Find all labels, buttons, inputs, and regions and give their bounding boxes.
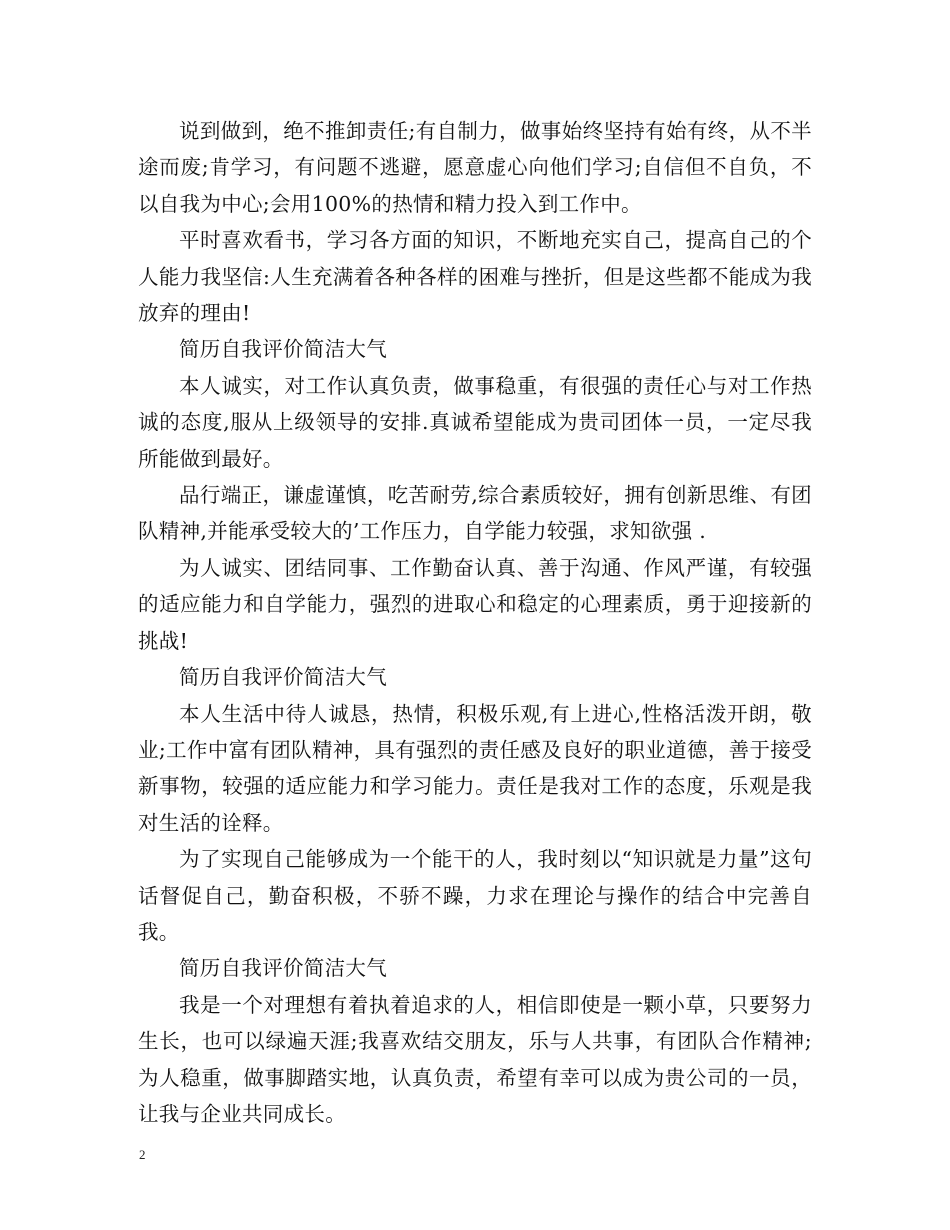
document-body <box>138 113 812 1132</box>
paragraph: 品行端正，谦虚谨慎，吃苦耐劳,综合素质较好，拥有创新思维、有团队精神,并能承受较大的’工作压力，自学能力较强，求知欲强 . <box>138 483 812 544</box>
paragraph: 本人诚实，对工作认真负责，做事稳重，有很强的责任心与对工作热诚的态度,服从上级领导的安排.真诚希望能成为贵司团体一员，一定尽我所能做到最好。 <box>138 373 812 471</box>
paragraph: 为人诚实、团结同事、工作勤奋认真、善于沟通、作风严谨，有较强的适应能力和自学能力，强烈的进取心和稳定的心理素质，勇于迎接新的挑战! <box>138 555 812 653</box>
section-heading: 简历自我评价简洁大气 <box>179 665 387 690</box>
paragraph: 为了实现自己能够成为一个能干的人，我时刻以“知识就是力量”这句话督促自己，勤奋积极，不骄不躁，力求在理论与操作的结合中完善自我。 <box>138 847 812 944</box>
paragraph: 平时喜欢看书，学习各方面的知识，不断地充实自己，提高自己的个人能力我坚信:人生充满着各种各样的困难与挫折，但是这些都不能成为我放弃的理由! <box>138 228 812 326</box>
paragraph: 我是一个对理想有着执着追求的人，相信即使是一颗小草，只要努力生长，也可以绿遍天涯;我喜欢结交朋友，乐与人共事，有团队合作精神;为人稳重，做事脚踏实地，认真负责，希望有幸可以成为贵公司的一员，让我与企业共同成长。 <box>138 992 812 1126</box>
paragraph: 说到做到，绝不推卸责任;有自制力，做事始终坚持有始有终，从不半途而废;肯学习，有问题不逃避，愿意虚心向他们学习;自信但不自负，不以自我为中心;会用100%的热情和精力投入到工作中。 <box>138 119 812 216</box>
paragraph: 本人生活中待人诚恳，热情，积极乐观,有上进心,性格活泼开朗，敬业;工作中富有团队精神，具有强烈的责任感及良好的职业道德，善于接受新事物，较强的适应能力和学习能力。责任是我对工作的态度，乐观是我对生活的诠释。 <box>138 701 812 835</box>
section-heading: 简历自我评价简洁大气 <box>179 956 387 981</box>
page-number: 2 <box>139 1147 146 1162</box>
section-heading: 简历自我评价简洁大气 <box>179 337 387 362</box>
